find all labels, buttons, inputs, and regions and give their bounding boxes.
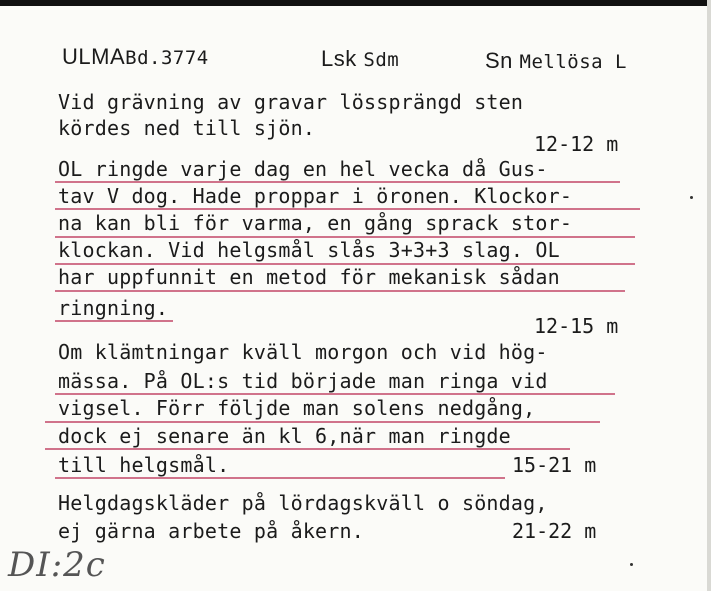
text-line: Vid grävning av gravar lössprängd sten (58, 90, 524, 114)
card-top-edge (0, 0, 711, 6)
province-label: Lsk (321, 46, 357, 71)
parish-value: Mellösa L (519, 51, 627, 73)
page-range: 21-22 m (512, 519, 597, 543)
text-line: Om klämtningar kväll morgon och vid hög- (58, 340, 548, 364)
text-line: till helgsmål. (58, 453, 230, 477)
page-range: 15-21 m (512, 453, 597, 477)
text-line: tav V dog. Hade proppar i öronen. Klockor- (58, 184, 573, 208)
archive-name: ULMA (62, 44, 126, 69)
text-line: dock ej senare än kl 6,när man ringde (58, 424, 511, 448)
stray-mark (690, 196, 693, 199)
page-range: 12-15 m (534, 314, 619, 338)
underline-mark (55, 208, 640, 210)
page-range: 12-12 m (534, 132, 619, 156)
stray-mark (630, 563, 633, 566)
text-line: klockan. Vid helgsmål slås 3+3+3 slag. OL (58, 238, 560, 262)
header-archive (62, 44, 209, 70)
underline-mark (55, 477, 505, 479)
text-line: na kan bli för varma, en gång sprack stor- (58, 211, 573, 235)
underline-mark (55, 393, 615, 395)
text-line: har uppfunnit en metod för mekanisk sådan (58, 265, 560, 289)
header-parish (485, 48, 627, 74)
text-line: ej gärna arbete på åkern. (58, 519, 365, 543)
header-province (321, 46, 399, 72)
text-line: ringning. (58, 296, 169, 320)
underline-mark (45, 448, 570, 450)
text-line: OL ringde varje dag en hel vecka då Gus- (58, 157, 548, 181)
text-line: mässa. På OL:s tid började man ringa vid (58, 369, 548, 393)
text-line: vigsel. Förr följde man solens nedgång, (58, 396, 536, 420)
text-line: Helgdagskläder på lördagskväll o söndag, (58, 491, 548, 515)
province-value: Sdm (363, 49, 400, 71)
underline-mark (45, 421, 600, 423)
record-label: Bd (125, 47, 150, 69)
parish-label: Sn (485, 48, 513, 73)
handwritten-note: DI:2c (8, 545, 106, 585)
underline-mark (55, 290, 625, 292)
record-number: .3774 (149, 47, 209, 69)
text-line: kördes ned till sjön. (58, 116, 316, 140)
card-right-edge (707, 0, 711, 591)
underline-mark (55, 181, 620, 183)
underline-mark (55, 320, 173, 322)
